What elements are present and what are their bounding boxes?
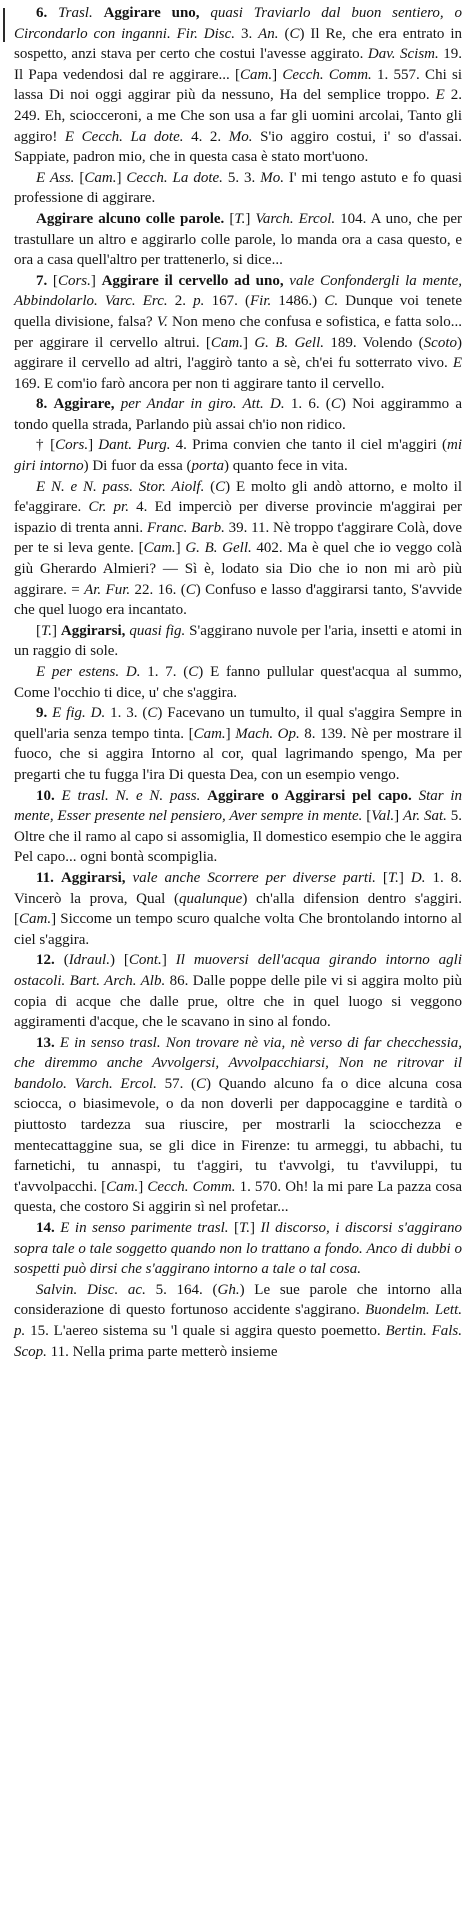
entry-14-salvin: Salvin. Disc. ac. 5. 164. (Gh.) Le sue parole che intorno alla considerazione di questo fortunoso accidente s'aggirano. Buondelm. Lett. p. 15. L'aereo sistema su 'l quale si aggira questo poemetto. Bertin. Fals. Scop. 11. Nella prima parte metterò insieme [14, 1281, 462, 1360]
entry-8-estens: E per estens. D. 1. 7. (C) E fanno pullular quest'acqua al summo, Come l'occhio ti dice, u' che s'aggira. [14, 664, 462, 701]
margin-rule [3, 8, 5, 42]
entry-11: 11. Aggirarsi, vale anche Scorrere per diverse parti. [T.] D. 1. 8. Vincerò la prova, Qual (qualunque) ch'alla difension dentro s'aggiri. [Cam.] Siccome un tempo scuro qualche volta Che brontolando intorno al ciel s'aggira. [14, 869, 462, 948]
entry-8-fig: [T.] Aggirarsi, quasi fig. S'aggirano nuvole per l'aria, insetti e atomi in un raggio di sole. [14, 622, 463, 660]
entry-8: 8. Aggirare, per Andar in giro. Att. D. 1. 6. (C) Noi aggirammo a tondo quella strada, Parlando più assai ch'io non ridico. [14, 396, 463, 433]
entry-8-pass: E N. e N. pass. Stor. Aiolf. (C) E molto gli andò attorno, e molto il fe'aggirare. Cr. pr. 4. Ed imperciò per diverse provincie m'aggirai per ispazio di trenta anni. Franc. Barb. 39. 11. Nè troppo t'aggirare Colà, dove per te si leva gente. [Cam.] G. B. Gell. 402. Ma è quel che io veggo colà giù Gherardo Almieri? — Sì è, lodato sia Dio che io non mi arò più aggirare. = Ar. Fur. 22. 16. (C) Confuso e lasso d'aggirarsi tanto, S'avvide che quel luogo era incantato. [14, 478, 463, 619]
entry-12: 12. (Idraul.) [Cont.] Il muoversi dell'acqua girando intorno agli ostacoli. Bart. Arch. Alb. 86. Dalle poppe delle pile vi si aggira molto più copia di acque che dalle prue, oltre che in quel luogo si veggono aggiramenti d'acque, che le scavano in sino al fondo. [14, 952, 462, 1031]
entry-8-purg: † [Cors.] Dant. Purg. 4. Prima convien che tanto il ciel m'aggiri (mi giri intorno) Di fuor da essa (porta) quanto fece in vita. [14, 437, 462, 475]
entry-6-parole: Aggirare alcuno colle parole. [T.] Varch. Ercol. 104. A uno, che per trastullare un altro e aggirarlo colle parole, lo manda ora a casa questo, e ora a casa quell'altro per trattenerlo, si dice... [14, 210, 462, 269]
entry-10: 10. E trasl. N. e N. pass. Aggirare o Aggirarsi pel capo. Star in mente, Esser presente nel pensiero, Aver sempre in mente. [Val.] Ar. Sat. 5. Oltre che il ramo al capo si assomiglia, Il domestico esempio che le aggira Pel capo... ogni bontà scompiglia. [14, 787, 462, 866]
entry-14: 14. E in senso parimente trasl. [T.] Il discorso, i discorsi s'aggirano sopra tale o tale soggetto quando non lo trattano a fondo. Anco di dubbi o sospetti può dirsi che s'aggirano intorno a tale o tal cosa. [14, 1220, 462, 1278]
entry-6-ass: E Ass. [Cam.] Cecch. La dote. 5. 3. Mo. I' mi tengo astuto e fo quasi professione di aggirare. [14, 169, 463, 207]
entry-9: 9. E fig. D. 1. 3. (C) Facevano un tumulto, il qual s'aggira Sempre in quell'aria senza tempo tinta. [Cam.] Mach. Op. 8. 139. Nè per mostrare il fuoco, che si aggira Intorno al cor, qual lagrimando spengo, Ma per pregarti che tu fugga l'ira Di questa Dea, con un esempio vengo. [14, 705, 462, 783]
entry-13: 13. E in senso trasl. Non trovare nè via, nè verso di far checchessia, che diremmo anche Avvolgersi, Avvolpacchiarsi, Non ne ritrovar il bandolo. Varch. Ercol. 57. (C) Quando alcuno fa o dice alcuna cosa sciocca, o biasimevole, o da non doverli per dappocaggine e tardità o piuttosto tardezza sua riuscire, per mostrarli la sciocchezza e mentecattaggine sua, se gli dice in Firenze: tu armeggi, tu abbachi, tu farnetichi, tu annaspi, tu t'aggiri, tu t'avvolgi, tu t'avviluppi, tu t'avvolpacchi. [Cam.] Cecch. Comm. 1. 570. Oh! la mi pare La pazza cosa questa, che costoro Si aggirin sì nel profetar... [14, 1034, 463, 1216]
entry-7: 7. [Cors.] Aggirare il cervello ad uno, vale Confondergli la mente, Abbindolarlo. Varc. Erc. 2. p. 167. (Fir. 1486.) C. Dunque voi tenete quella divisione, falsa? V. Non meno che confusa e sofistica, e fatta solo... per aggirare il cervello altrui. [Cam.] G. B. Gell. 189. Volendo (Scoto) aggirare il cervello ad altri, l'aggirò tanto a sè, ch'ei fu sotterrato vivo. E 169. E com'io farò ancora per non ti aggirare tanto il cervello. [14, 272, 463, 392]
entry-6: 6. Trasl. Aggirare uno, quasi Traviarlo dal buon sentiero, o Circondarlo con inganni. Fir. Disc. 3. An. (C) Il Re, che era entrato in sospetto, anzi stava per certo che costui l'avesse aggirato. Dav. Scism. 19. Il Papa vedendosi dal re aggirare... [Cam.] Cecch. Comm. 1. 557. Chi si lassa Di noi oggi aggirar più da nessuno, Ha del semplice troppo. E 2. 249. Eh, sciocceroni, a me Che son usa a far gli uomini arcolai, Tanto gli aggiro! E Cecch. La dote. 4. 2. Mo. S'io aggiro costui, i' so d'assai. Sappiate, padron mio, che in questa casa è stato mort'uono. [14, 5, 463, 166]
